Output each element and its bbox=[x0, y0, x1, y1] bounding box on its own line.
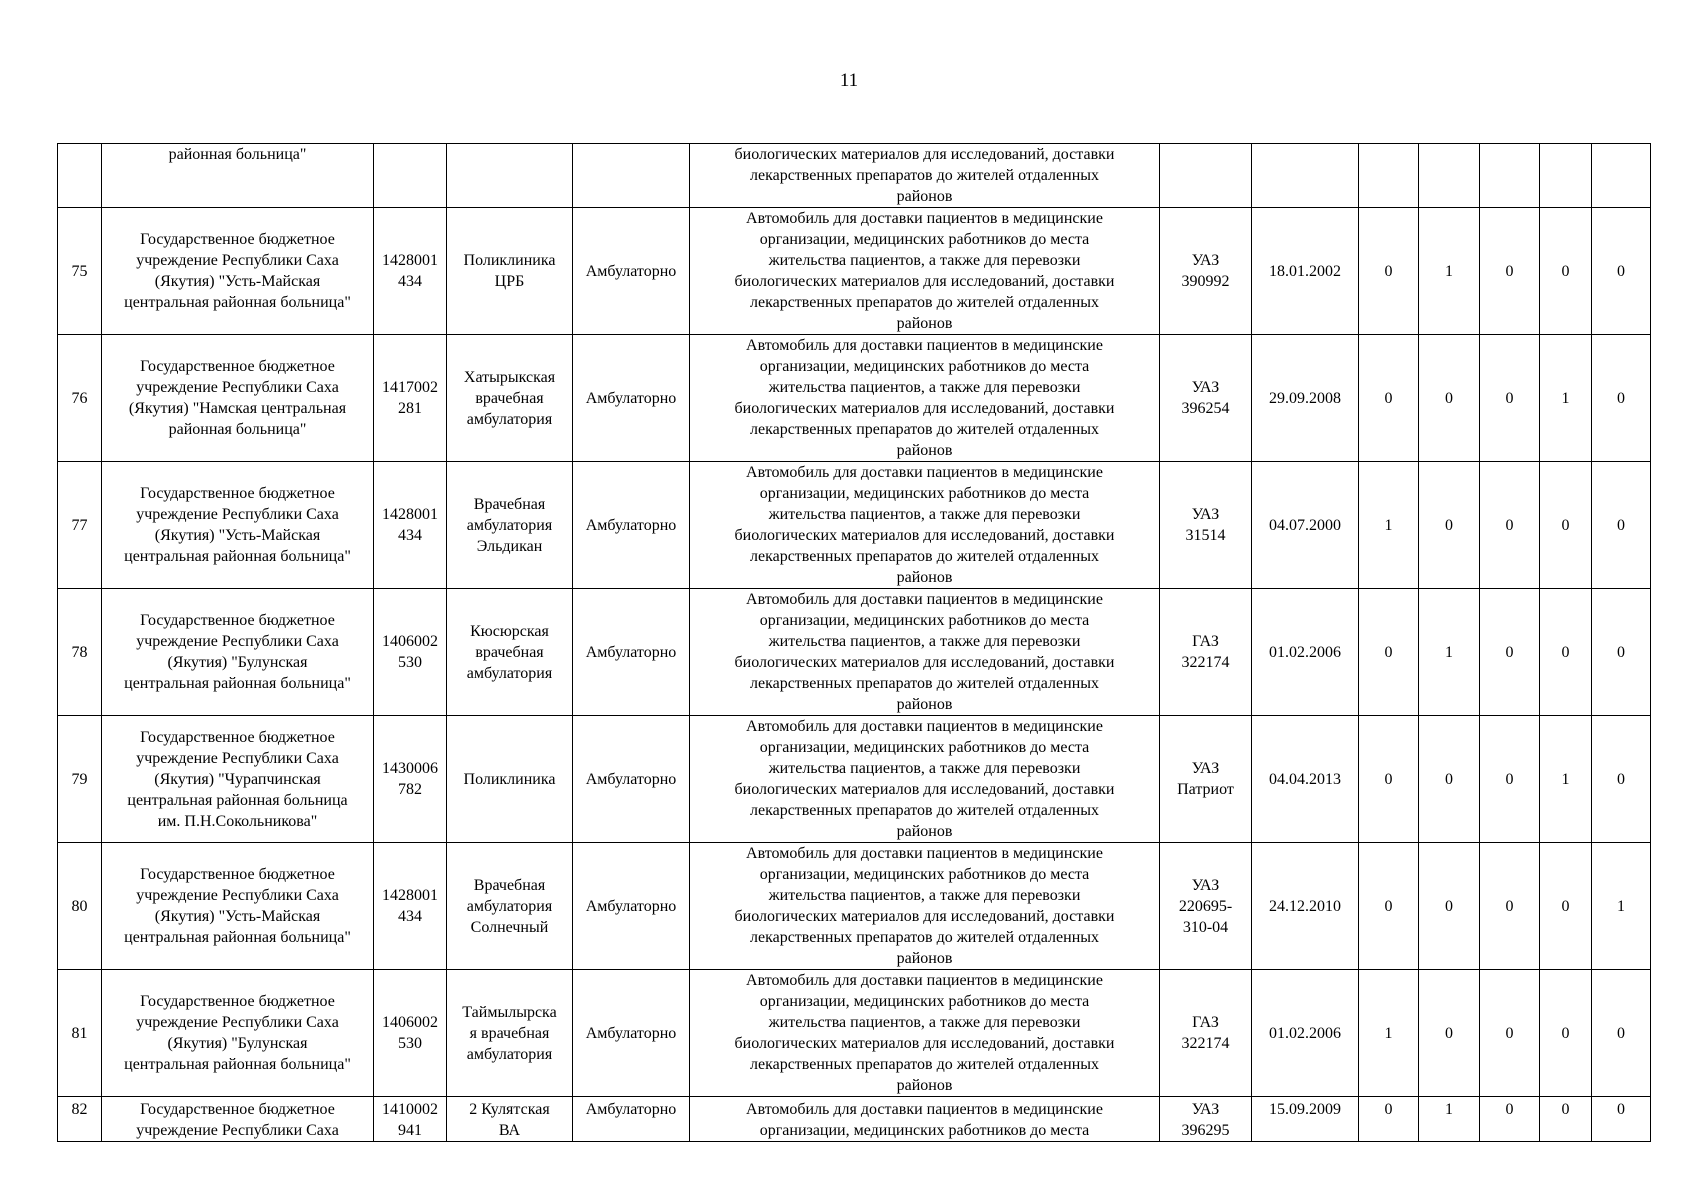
cell-c5: 0 bbox=[1592, 716, 1651, 843]
cell-unit: Врачебная амбулатория Эльдикан bbox=[447, 462, 573, 589]
vehicle-table bbox=[57, 143, 1651, 1142]
cell-c4: 0 bbox=[1540, 1097, 1592, 1142]
cell-c4: 0 bbox=[1540, 843, 1592, 970]
cell-c3: 0 bbox=[1480, 716, 1540, 843]
cell-c1: 0 bbox=[1359, 1097, 1419, 1142]
cell-date: 18.01.2002 bbox=[1252, 208, 1359, 335]
cell-c1: 1 bbox=[1359, 462, 1419, 589]
cell-model: УАЗ 31514 bbox=[1160, 462, 1252, 589]
cell-c5: 0 bbox=[1592, 589, 1651, 716]
cell-date: 01.02.2006 bbox=[1252, 589, 1359, 716]
cell-c2: 1 bbox=[1419, 1097, 1480, 1142]
cell-c2: 0 bbox=[1419, 716, 1480, 843]
cell-inn bbox=[374, 144, 447, 208]
cell-c4 bbox=[1540, 144, 1592, 208]
cell-unit: Хатырыкская врачебная амбулатория bbox=[447, 335, 573, 462]
cell-c2: 1 bbox=[1419, 589, 1480, 716]
cell-model: ГАЗ 322174 bbox=[1160, 970, 1252, 1097]
cell-purpose: Автомобиль для доставки пациентов в медицинские организации, медицинских работников до места жительства пациентов, а также для перевозки биологических материалов для исследований, доставки лекарственных препаратов до жителей отдаленных районов bbox=[690, 335, 1160, 462]
cell-c3: 0 bbox=[1480, 208, 1540, 335]
cell-purpose: Автомобиль для доставки пациентов в медицинские организации, медицинских работников до места жительства пациентов, а также для перевозки биологических материалов для исследований, доставки лекарственных препаратов до жителей отдаленных районов bbox=[690, 716, 1160, 843]
table-row bbox=[58, 335, 1651, 462]
cell-purpose: Автомобиль для доставки пациентов в медицинские организации, медицинских работников до места bbox=[690, 1097, 1160, 1142]
cell-c4: 0 bbox=[1540, 970, 1592, 1097]
cell-organization: Государственное бюджетное учреждение Республики Саха (Якутия) "Усть-Майская центральная районная больница" bbox=[102, 462, 374, 589]
cell-inn: 1406002 530 bbox=[374, 589, 447, 716]
cell-model: УАЗ 220695- 310-04 bbox=[1160, 843, 1252, 970]
cell-model: УАЗ 396254 bbox=[1160, 335, 1252, 462]
cell-num: 78 bbox=[58, 589, 102, 716]
cell-c2: 0 bbox=[1419, 462, 1480, 589]
cell-date: 01.02.2006 bbox=[1252, 970, 1359, 1097]
cell-c3: 0 bbox=[1480, 970, 1540, 1097]
cell-c5: 0 bbox=[1592, 462, 1651, 589]
cell-model: УАЗ 390992 bbox=[1160, 208, 1252, 335]
cell-organization: Государственное бюджетное учреждение Республики Саха (Якутия) "Булунская центральная районная больница" bbox=[102, 589, 374, 716]
page-number: 11 bbox=[839, 70, 859, 91]
cell-num: 77 bbox=[58, 462, 102, 589]
cell-num: 82 bbox=[58, 1097, 102, 1142]
cell-c3: 0 bbox=[1480, 589, 1540, 716]
table-body bbox=[58, 144, 1651, 1142]
cell-care-type: Амбулаторно bbox=[573, 335, 690, 462]
cell-c2: 1 bbox=[1419, 208, 1480, 335]
cell-unit: Кюсюрская врачебная амбулатория bbox=[447, 589, 573, 716]
cell-organization: Государственное бюджетное учреждение Республики Саха (Якутия) "Усть-Майская центральная районная больница" bbox=[102, 843, 374, 970]
cell-date: 15.09.2009 bbox=[1252, 1097, 1359, 1142]
cell-care-type: Амбулаторно bbox=[573, 208, 690, 335]
cell-inn: 1428001 434 bbox=[374, 462, 447, 589]
cell-unit: Поликлиника ЦРБ bbox=[447, 208, 573, 335]
cell-c2: 0 bbox=[1419, 335, 1480, 462]
table-row bbox=[58, 970, 1651, 1097]
cell-care-type: Амбулаторно bbox=[573, 970, 690, 1097]
table-row bbox=[58, 843, 1651, 970]
cell-date: 29.09.2008 bbox=[1252, 335, 1359, 462]
cell-c3: 0 bbox=[1480, 335, 1540, 462]
cell-c5: 0 bbox=[1592, 208, 1651, 335]
cell-c4: 0 bbox=[1540, 208, 1592, 335]
cell-num: 76 bbox=[58, 335, 102, 462]
cell-c1: 1 bbox=[1359, 970, 1419, 1097]
cell-c1 bbox=[1359, 144, 1419, 208]
cell-unit: Врачебная амбулатория Солнечный bbox=[447, 843, 573, 970]
cell-model: УАЗ 396295 bbox=[1160, 1097, 1252, 1142]
cell-num: 80 bbox=[58, 843, 102, 970]
cell-organization: Государственное бюджетное учреждение Республики Саха (Якутия) "Намская центральная районная больница" bbox=[102, 335, 374, 462]
cell-c1: 0 bbox=[1359, 335, 1419, 462]
cell-c2: 0 bbox=[1419, 970, 1480, 1097]
cell-num: 79 bbox=[58, 716, 102, 843]
cell-c2: 0 bbox=[1419, 843, 1480, 970]
table-row-continued bbox=[58, 144, 1651, 208]
cell-care-type: Амбулаторно bbox=[573, 843, 690, 970]
cell-num: 81 bbox=[58, 970, 102, 1097]
cell-c5: 0 bbox=[1592, 335, 1651, 462]
cell-purpose: Автомобиль для доставки пациентов в медицинские организации, медицинских работников до места жительства пациентов, а также для перевозки биологических материалов для исследований, доставки лекарственных препаратов до жителей отдаленных районов bbox=[690, 970, 1160, 1097]
cell-care-type bbox=[573, 144, 690, 208]
table-row bbox=[58, 462, 1651, 589]
cell-purpose: Автомобиль для доставки пациентов в медицинские организации, медицинских работников до места жительства пациентов, а также для перевозки биологических материалов для исследований, доставки лекарственных препаратов до жителей отдаленных районов bbox=[690, 462, 1160, 589]
cell-c2 bbox=[1419, 144, 1480, 208]
cell-unit: Поликлиника bbox=[447, 716, 573, 843]
cell-care-type: Амбулаторно bbox=[573, 589, 690, 716]
table-row bbox=[58, 208, 1651, 335]
cell-organization: Государственное бюджетное учреждение Республики Саха (Якутия) "Чурапчинская центральная районная больница им. П.Н.Сокольникова" bbox=[102, 716, 374, 843]
cell-model: УАЗ Патриот bbox=[1160, 716, 1252, 843]
cell-inn: 1406002 530 bbox=[374, 970, 447, 1097]
cell-c4: 0 bbox=[1540, 589, 1592, 716]
cell-c3: 0 bbox=[1480, 1097, 1540, 1142]
cell-model bbox=[1160, 144, 1252, 208]
cell-c1: 0 bbox=[1359, 716, 1419, 843]
cell-purpose: Автомобиль для доставки пациентов в медицинские организации, медицинских работников до места жительства пациентов, а также для перевозки биологических материалов для исследований, доставки лекарственных препаратов до жителей отдаленных районов bbox=[690, 589, 1160, 716]
cell-c3 bbox=[1480, 144, 1540, 208]
cell-inn: 1417002 281 bbox=[374, 335, 447, 462]
cell-c5: 0 bbox=[1592, 970, 1651, 1097]
cell-num bbox=[58, 144, 102, 208]
cell-purpose: биологических материалов для исследований, доставки лекарственных препаратов до жителей отдаленных районов bbox=[690, 144, 1160, 208]
cell-c5 bbox=[1592, 144, 1651, 208]
cell-care-type: Амбулаторно bbox=[573, 716, 690, 843]
cell-organization: Государственное бюджетное учреждение Республики Саха (Якутия) "Усть-Майская центральная районная больница" bbox=[102, 208, 374, 335]
cell-organization: Государственное бюджетное учреждение Республики Саха (Якутия) "Булунская центральная районная больница" bbox=[102, 970, 374, 1097]
cell-c5: 1 bbox=[1592, 843, 1651, 970]
cell-organization: районная больница" bbox=[102, 144, 374, 208]
cell-inn: 1428001 434 bbox=[374, 843, 447, 970]
cell-date: 04.04.2013 bbox=[1252, 716, 1359, 843]
cell-c3: 0 bbox=[1480, 462, 1540, 589]
cell-date bbox=[1252, 144, 1359, 208]
cell-unit: Таймылырска я врачебная амбулатория bbox=[447, 970, 573, 1097]
cell-c3: 0 bbox=[1480, 843, 1540, 970]
cell-model: ГАЗ 322174 bbox=[1160, 589, 1252, 716]
cell-purpose: Автомобиль для доставки пациентов в медицинские организации, медицинских работников до места жительства пациентов, а также для перевозки биологических материалов для исследований, доставки лекарственных препаратов до жителей отдаленных районов bbox=[690, 208, 1160, 335]
cell-care-type: Амбулаторно bbox=[573, 462, 690, 589]
cell-inn: 1430006 782 bbox=[374, 716, 447, 843]
cell-inn: 1410002 941 bbox=[374, 1097, 447, 1142]
cell-c4: 1 bbox=[1540, 716, 1592, 843]
cell-date: 24.12.2010 bbox=[1252, 843, 1359, 970]
cell-c1: 0 bbox=[1359, 843, 1419, 970]
cell-c4: 1 bbox=[1540, 335, 1592, 462]
cell-c5: 0 bbox=[1592, 1097, 1651, 1142]
table-row bbox=[58, 1097, 1651, 1142]
cell-purpose: Автомобиль для доставки пациентов в медицинские организации, медицинских работников до места жительства пациентов, а также для перевозки биологических материалов для исследований, доставки лекарственных препаратов до жителей отдаленных районов bbox=[690, 843, 1160, 970]
cell-date: 04.07.2000 bbox=[1252, 462, 1359, 589]
cell-c1: 0 bbox=[1359, 208, 1419, 335]
table-row bbox=[58, 716, 1651, 843]
cell-inn: 1428001 434 bbox=[374, 208, 447, 335]
cell-organization: Государственное бюджетное учреждение Республики Саха bbox=[102, 1097, 374, 1142]
cell-num: 75 bbox=[58, 208, 102, 335]
cell-unit: 2 Кулятская ВА bbox=[447, 1097, 573, 1142]
cell-c4: 0 bbox=[1540, 462, 1592, 589]
cell-care-type: Амбулаторно bbox=[573, 1097, 690, 1142]
cell-unit bbox=[447, 144, 573, 208]
cell-c1: 0 bbox=[1359, 589, 1419, 716]
table-row bbox=[58, 589, 1651, 716]
